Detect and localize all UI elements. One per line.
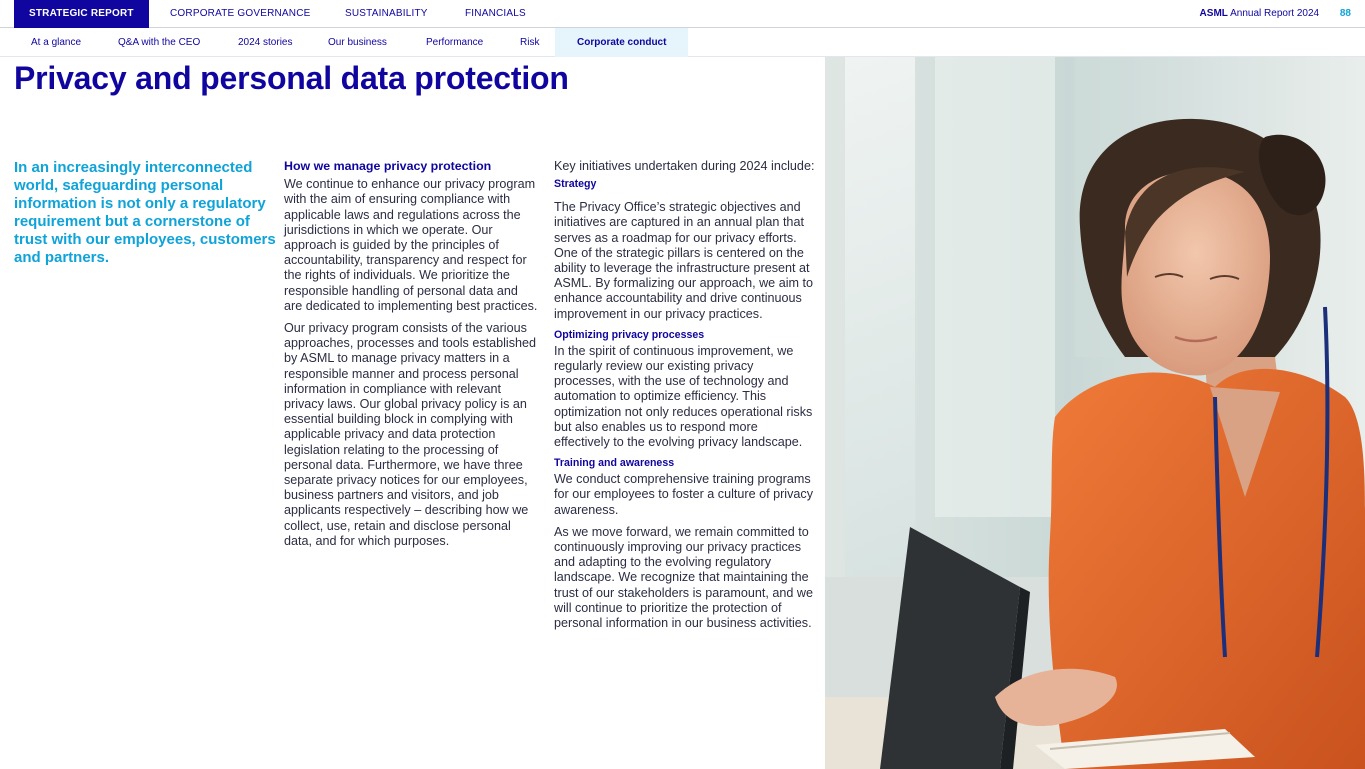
paragraph-training: We conduct comprehensive training programs for our employees to foster a culture of privacy awareness. xyxy=(554,472,813,517)
paragraph-strategy: The Privacy Office’s strategic objectives and initiatives are captured in an annual plan that serves as a roadmap for our privacy efforts. One of the strategic pillars is centered on the ability to leverage the infrastructure present at ASML. By formalizing our approach, we aim to enhance accountability and drive continuous improvement in our privacy practices. xyxy=(554,200,813,321)
tab-sustainability[interactable]: SUSTAINABILITY xyxy=(345,8,428,19)
top-navigation xyxy=(0,0,1365,28)
column-how-we-manage xyxy=(284,159,539,556)
page-number: 88 xyxy=(1339,8,1351,19)
photo-woman-at-laptop xyxy=(825,57,1365,769)
paragraph-closing: As we move forward, we remain committed to continuously improving our privacy practices and adapting to the evolving regulatory landscape. We recognize that maintaining the trust of our stakeholders is paramount, and we will continue to prioritize the protection of personal information in our business activities. xyxy=(554,524,814,631)
page-title: Privacy and personal data protection xyxy=(14,60,569,96)
heading-how-we-manage: How we manage privacy protection xyxy=(284,159,492,173)
paragraph-lead: Key initiatives undertaken during 2024 include: xyxy=(554,159,815,173)
paragraph-approach: We continue to enhance our privacy program with the aim of ensuring compliance with applicable laws and regulations across the jurisdictions in which we operate. Our approach is guided by the principles of accountability, transparency and respect for the rights of individuals. We prioritize the responsible handling of personal data and are dedicated to implementing best practices. xyxy=(284,177,538,313)
subnav-2024-stories[interactable]: 2024 stories xyxy=(238,37,293,48)
column-key-initiatives xyxy=(554,159,816,638)
subnav-performance[interactable]: Performance xyxy=(426,37,484,48)
brand-name: ASML xyxy=(1199,8,1228,19)
tab-financials[interactable]: FINANCIALS xyxy=(465,8,526,19)
report-brand xyxy=(1200,0,1351,28)
subnav-at-a-glance[interactable]: At a glance xyxy=(31,37,82,48)
heading-training: Training and awareness xyxy=(554,457,675,470)
heading-strategy: Strategy xyxy=(554,178,597,191)
paragraph-optimizing: In the spirit of continuous improvement, we regularly review our existing privacy processes, with the use of technology and automation to optimize efficiency. This optimization not only reduces operational risks but also enables us to respond more effectively to the evolving privacy landscape. xyxy=(554,343,813,450)
subnav-corporate-conduct[interactable]: Corporate conduct xyxy=(555,28,688,57)
paragraph-program: Our privacy program consists of the various approaches, processes and tools established by ASML to manage privacy matters in a responsible manner and process personal information in compliance with relevant privacy laws. Our global privacy policy is an essential building block in complying with applicable privacy and data protection legislation relating to the processing of personal data. Furthermore, we have three separate privacy notices for our employees, business partners and visitors, and job applicants respectively – describing how we collect, use, retain and disclose personal data, and for which purposes. xyxy=(284,321,537,548)
tab-corporate-governance[interactable]: CORPORATE GOVERNANCE xyxy=(170,8,311,19)
sub-navigation xyxy=(0,28,1365,57)
heading-optimizing: Optimizing privacy processes xyxy=(554,328,705,341)
tab-strategic-report[interactable]: STRATEGIC REPORT xyxy=(14,0,149,28)
subnav-risk[interactable]: Risk xyxy=(520,37,540,48)
photo-illustration xyxy=(825,57,1365,769)
intro-statement: In an increasingly interconnected world, safeguarding personal information is not only a regulatory requirement but a cornerstone of trust with our employees, customers and partners. xyxy=(14,159,276,266)
report-name: Annual Report 2024 xyxy=(1230,8,1320,19)
subnav-qa-with-ceo[interactable]: Q&A with the CEO xyxy=(118,37,201,48)
subnav-our-business[interactable]: Our business xyxy=(328,37,387,48)
